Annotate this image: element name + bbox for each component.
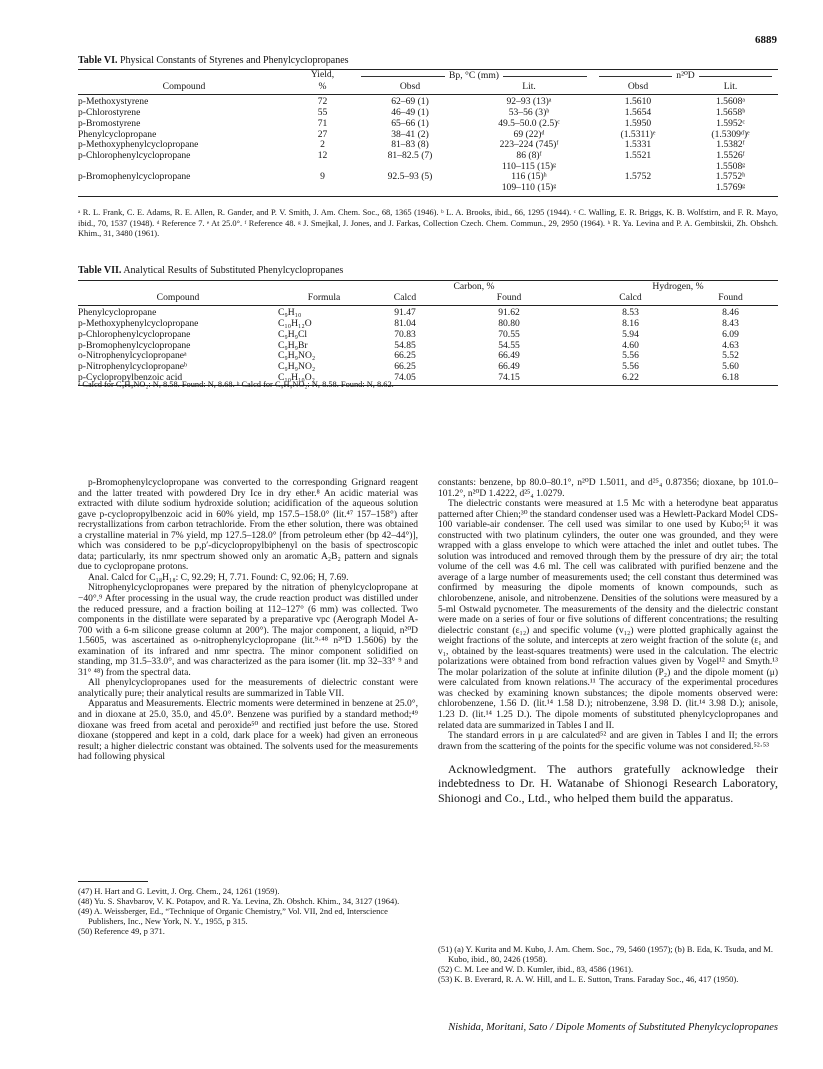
- table6-cell-compound: Phenylcyclopropane: [78, 128, 157, 140]
- table7-header-hydrogen: Hydrogen, %: [652, 281, 704, 292]
- table6-cell-bp-lit: 110–115 (15)ᵍ: [501, 160, 557, 172]
- footnote-divider: [78, 881, 148, 882]
- table6-cell-bp-obsd: 92.5–93 (5): [387, 171, 433, 183]
- table6-cell-nd-obsd: (1.5311)ᵉ: [620, 128, 656, 140]
- table7-header-c-calcd: Calcd: [393, 291, 417, 303]
- table-row: [78, 330, 778, 341]
- table6-cell-yield: [290, 183, 355, 196]
- table-row: [78, 362, 778, 373]
- table7-cell-c-found: 91.62: [498, 307, 520, 319]
- table7-header-carbon: Carbon, %: [453, 281, 495, 292]
- table6-cell-nd-lit: 1.5382ᶠ: [716, 139, 745, 151]
- table6-cell-bp-lit: 69 (22)ᵈ: [513, 128, 545, 140]
- table6-cell-nd-lit: 1.5608ᵃ: [715, 96, 745, 108]
- table6-cell-nd-obsd: 1.5752: [624, 171, 652, 183]
- table6-header-bp-obsd: Obsd: [399, 80, 421, 92]
- table6-header-nd-obsd: Obsd: [627, 80, 649, 92]
- paragraph: Nitrophenylcyclopropanes were prepared by the nitration of phenylcyclopropane at −40°.⁹ After processing in the usual way, the crude reaction product was distilled under the reduced pressure, and a fraction boiling at 112–127° (6 mm) was collected. Two components in the distillate were separated by a preparative vpc (Aerograph Model A-700 with a 6-m silicone grease column at 200°). The major component, a liquid, n²⁰D 1.5605, was ascertained as o-nitrophenylcyclopropane (lit.⁹·⁴⁸ n²⁰D 1.5606) by the examination of its infrared and nmr spectra. The minor component solidified on standing, mp 31.5–33.0°, and was characterized as the para isomer (lit. mp 32–33° ⁹ and 31° ⁴⁸) from the spectral data.: [78, 583, 418, 678]
- table6-cell-nd-obsd: 1.5331: [624, 139, 652, 151]
- table6-cell-yield: 71: [317, 117, 328, 129]
- table7-cell-h-calcd: 8.16: [622, 318, 639, 330]
- table7-cell-compound: o-Nitrophenylcyclopropaneᵃ: [78, 350, 187, 362]
- paragraph: All phenylcyclopropanes used for the measurements of dielectric constant were analytically pure; their analytical results are summarized in Table VII.: [78, 678, 418, 699]
- table7-cell-compound: p-Nitrophenylcyclopropaneᵇ: [78, 360, 187, 372]
- table7-cell-c-found: 70.55: [498, 328, 520, 340]
- table6-caption-text: Physical Constants of Styrenes and Phenylcyclopropanes: [119, 55, 349, 66]
- paragraph: Anal. Calcd for C₁₈H₁₈: C, 92.29; H, 7.71. Found: C, 92.06; H, 7.69.: [88, 572, 349, 583]
- paragraph: constants: benzene, bp 80.0–80.1°, n²⁰D 1.5011, and d²⁵₄ 0.87356; dioxane, bp 101.0–101.2°, n²⁰D 1.4222, d²⁵₄ 1.0279.: [438, 478, 778, 499]
- table6-cell-nd-obsd: 1.5654: [624, 107, 652, 119]
- table6-cell-nd-lit: 1.5752ʰ: [715, 171, 746, 183]
- table6-cell-compound: p-Bromostyrene: [78, 117, 141, 129]
- table-row: [78, 119, 778, 130]
- table7: [78, 280, 778, 386]
- table6-cell-bp-lit: 116 (15)ʰ: [511, 171, 547, 183]
- table7-cell-compound: p-Cyclopropylbenzoic acid: [78, 371, 183, 383]
- table6-cell-compound: p-Methoxyphenylcyclopropane: [78, 139, 199, 151]
- table6-cell-compound: [78, 183, 290, 196]
- table6-cell-nd-obsd: 1.5610: [624, 96, 652, 108]
- table-row: [78, 172, 778, 183]
- table7-caption-text: Analytical Results of Substituted Phenylcyclopropanes: [123, 265, 344, 276]
- reference-item: (51) (a) Y. Kurita and M. Kubo, J. Am. Chem. Soc., 79, 5460 (1957); (b) B. Eda, K. Tsuda, and M. Kubo, ibid., 80, 2426 (1958).: [438, 944, 773, 964]
- table7-cell-h-calcd: 4.60: [622, 339, 639, 351]
- table7-cell-c-calcd: 81.04: [394, 318, 416, 330]
- table6-cell-yield: 27: [317, 128, 328, 140]
- table7-cell-compound: p-Methoxyphenylcyclopropane: [78, 318, 199, 330]
- table7-cell-h-found: 6.18: [722, 371, 739, 383]
- table6-cell-bp-lit: 109–110 (15)ᵍ: [501, 182, 557, 194]
- table6-footnotes: ᵃ R. L. Frank, C. E. Adams, R. E. Allen, R. Gander, and P. V. Smith, J. Am. Chem. Soc., 68, 1365 (1946). ᵇ L. A. Brooks, ibid., 66, 1295 (1944). ᶜ C. Walling, E. R. Briggs, K. B. Wolfstirn, and F. R. Mayo, ibid., 70, 1537 (1948). ᵈ Reference 7. ᵉ At 25.0°. ᶠ Reference 48. ᵍ J. Smejkal, J. Jones, and J. Farkas, Collection Czech. Chem. Commun., 29, 2950 (1964). ʰ R. Ya. Levina and P. A. Gembitskii, Zh. Obshch. Khim., 31, 3480 (1961).: [78, 208, 778, 238]
- table7-cell-compound: p-Bromophenylcyclopropane: [78, 339, 191, 351]
- table7-cell-h-calcd: 5.56: [622, 360, 639, 372]
- reference-item: (49) A. Weissberger, Ed., “Technique of Organic Chemistry,” Vol. VII, 2nd ed, Interscience Publishers, Inc., New York, N. Y., 1955, p 315.: [78, 906, 388, 926]
- paragraph: Apparatus and Measurements. Electric moments were determined in benzene at 25.0°, and in dioxane at 25.0, 35.0, and 45.0°. Benzene was purified by a standard method;⁴⁹ dioxane was freed from acetal and peroxide⁵⁰ and rectified just before the use. Stored dioxane (stoppered and kept in a cold, dark place for a week) had given an erroneous result; a higher dielectric constant was obtained. The solvents used for the measurements had following physical: [78, 699, 418, 763]
- table7-header-h-found: Found: [718, 291, 743, 303]
- table6-cell-compound: p-Bromophenylcyclopropane: [78, 171, 191, 183]
- table6-cell-bp-obsd: 38–41 (2): [391, 128, 429, 140]
- table6-cell-compound: p-Methoxystyrene: [78, 96, 149, 108]
- table7-cell-c-found: 54.55: [498, 339, 520, 351]
- table7-cell-h-found: 8.43: [722, 318, 739, 330]
- table7-cell-h-found: 5.52: [722, 350, 739, 362]
- table7-cell-formula: C₉H₉Cl: [278, 328, 308, 340]
- table7-cell-c-calcd: 54.85: [394, 339, 416, 351]
- table6-cell-bp-lit: 53–56 (3)ᵇ: [508, 107, 550, 119]
- table7-header-compound: Compound: [156, 291, 200, 303]
- table6-header-nd: n²⁰D: [676, 70, 695, 81]
- paragraph: p-Bromophenylcyclopropane was converted to the corresponding Grignard reagent and the latter treated with powdered Dry Ice in dry ether.⁸ An acidic material was extracted with dilute sodium hydroxide solution; acidification of the aqueous solution gave p-cyclopropylbenzoic acid in 60% yield, mp 157.5–158.0° (lit.⁴⁷ 157–158°) after recrystallizations from carbon tetrachloride. From the ether solution, there was obtained a crystalline material in 7% yield, mp 127.5–128.0° [from petroleum ether (bp 42–44°)], which was considered to be p,p′-dicyclopropylbiphenyl on the basis of spectroscopic data; particularly, its nmr spectrum showed only an aromatic A₂B₂ pattern and signals due to cyclopropane protons.: [78, 478, 418, 573]
- table7-header-formula: Formula: [307, 291, 341, 303]
- table7-cell-compound: Phenylcyclopropane: [78, 307, 157, 319]
- table6-cell-nd-lit: 1.5769ᵍ: [715, 182, 746, 194]
- table6-cell-yield: 55: [317, 107, 328, 119]
- table7-cell-h-found: 6.09: [722, 328, 739, 340]
- paragraph: The dielectric constants were measured at 1.5 Mc with a heterodyne beat apparatus patterned after Chien;³⁰ the standard condenser used was a Hewlett-Packard Model CDS-100 variable-air condenser. The cell used was similar to one used by Kubo;⁵¹ it was constructed with two platinum cylinders, the outer one was grounded, and they were wrapped with a glass envelope to which were attached the inlet and outlet tubes. The solution was introduced and removed through them by the pressure of dry air; the total volume of the cell was 4.6 ml. The cell was calibrated with purified benzene and the average of a large number of measurements used; the cell constant thus determined was confirmed by measuring the dipole moments of known compounds, such as chlorobenzene, anisole, and nitrobenzene. Densities of the solutions were measured by a 5-ml Ostwald pycnometer. The measurements of the density and the dielectric constant were made on a series of four or five solutions of different concentrations; the resulting dielectric constant (ε₁₂) and specific volume (v₁₂) were plotted graphically against the weight fractions of the solute, and intercepts at zero weight fraction of the solute (ε₁ and v₁, obtained by the least-squares treatments) were used in the calculation. The electric polarizations were obtained from bond refraction values given by Vogel¹² and Smyth.¹³ The molar polarization of the solute at infinite dilution (P₂) and the dipole moment (μ) were calculated from known relations.¹¹ The accuracy of the experimental procedures was checked by examining known substances; the dipole moments observed were: chlorobenzene, 1.56 D. (lit.¹⁴ 1.58 D.); nitrobenzene, 3.98 D. (lit.¹⁴ 3.98 D.); anisole, 1.23 D. (lit.¹⁴ 1.25 D.). The dipole moments of substituted phenylcyclopropanes and related data are summarized in Tables I and II.: [438, 499, 778, 731]
- table7-cell-c-calcd: 66.25: [394, 350, 416, 362]
- table6-cell-bp-lit: 86 (8)ᶠ: [516, 149, 542, 161]
- table7-cell-h-found: 5.60: [722, 360, 739, 372]
- table7-header-c-found: Found: [496, 291, 522, 303]
- table6-cell-bp-lit: 92–93 (13)ᵃ: [506, 96, 552, 108]
- table6-cell-nd-obsd: [593, 183, 683, 196]
- table6-cell-nd-lit: 1.5508ᵍ: [715, 160, 746, 172]
- left-column-references: [78, 886, 418, 936]
- table6-cell-yield: 72: [317, 96, 328, 108]
- table6-cell-bp-lit: 223–224 (745)ᶠ: [499, 139, 559, 151]
- table6-cell-bp-obsd: [355, 183, 465, 196]
- table6-cell-yield: 9: [320, 171, 325, 183]
- right-column-text: [438, 478, 778, 805]
- table6-header-compound: Compound: [162, 80, 206, 92]
- reference-item: (52) C. M. Lee and W. D. Kumler, ibid., 83, 4586 (1961).: [438, 964, 634, 974]
- table6-cell-bp-lit: 49.5–50.0 (2.5)ᶜ: [498, 117, 560, 129]
- table6-caption-label: Table VI.: [78, 55, 118, 66]
- table7-cell-c-found: 74.15: [498, 371, 520, 383]
- table-row: [78, 151, 778, 162]
- table7-cell-formula: C₁₀H₁₀O₂: [278, 371, 315, 383]
- table7-cell-c-found: 80.80: [498, 318, 520, 330]
- table6-header-nd-lit: Lit.: [723, 80, 738, 92]
- table6-header-yield: Yield,: [310, 69, 335, 80]
- table7-cell-c-calcd: 70.83: [394, 328, 416, 340]
- table7-cell-formula: C₉H₉Br: [278, 339, 308, 351]
- table6-cell-nd-lit: 1.5658ᵇ: [715, 107, 746, 119]
- acknowledgment: Acknowledgment. The authors gratefully acknowledge their indebtedness to Dr. H. Watanabe of Shionogi Research Laboratory, Shionogi and Co., Ltd., who helped them build the apparatus.: [438, 762, 778, 805]
- table7-cell-h-found: 4.63: [722, 339, 739, 351]
- table6-cell-compound: p-Chlorophenylcyclopropane: [78, 149, 191, 161]
- table7-cell-c-found: 66.49: [498, 350, 520, 362]
- table7-cell-formula: C₁₀H₁₂O: [278, 318, 312, 330]
- table7-cell-h-calcd: 6.22: [622, 371, 639, 383]
- reference-item: (53) K. B. Everard, R. A. W. Hill, and L. E. Sutton, Trans. Faraday Soc., 46, 417 (1950).: [438, 974, 739, 984]
- table7-cell-h-found: 8.46: [722, 307, 739, 319]
- reference-item: (50) Reference 49, p 371.: [78, 926, 165, 936]
- table7-cell-formula: C₉H₁₀: [278, 307, 302, 319]
- reference-item: (47) H. Hart and G. Levitt, J. Org. Chem., 24, 1261 (1959).: [78, 886, 280, 896]
- table6-cell-yield: 2: [320, 139, 325, 151]
- paragraph: The standard errors in μ are calculated⁵² and are given in Tables I and II; the errors drawn from the scattering of the points for the specific volume was not considered.⁵²·⁵³: [438, 731, 778, 752]
- table6-cell-nd-lit: 1.5952ᶜ: [716, 117, 745, 129]
- table6-cell-nd-lit: 1.5526ᶠ: [716, 149, 745, 161]
- table7-cell-h-calcd: 5.56: [622, 350, 639, 362]
- table7-cell-compound: p-Chlorophenylcyclopropane: [78, 328, 191, 340]
- table7-header-h-calcd: Calcd: [619, 291, 642, 303]
- table7-cell-h-calcd: 5.94: [622, 328, 639, 340]
- table7-cell-c-calcd: 74.05: [394, 371, 416, 383]
- table6-cell-nd-obsd: 1.5521: [624, 149, 652, 161]
- table6-cell-bp-obsd: 46–49 (1): [391, 107, 429, 119]
- table7-caption-label: Table VII.: [78, 265, 122, 276]
- table-row: [78, 183, 778, 196]
- table6-cell-nd-obsd: 1.5950: [624, 117, 652, 129]
- table6-header-yield-unit: %: [318, 80, 327, 92]
- table6: [78, 69, 778, 197]
- table6-cell-bp-obsd: 81–82.5 (7): [387, 149, 433, 161]
- table6-header-bp: Bp, °C (mm): [449, 70, 499, 81]
- table6-header-bp-lit: Lit.: [522, 80, 536, 92]
- reference-item: (48) Yu. S. Shavbarov, V. K. Potapov, and R. Ya. Levina, Zh. Obshch. Khim., 34, 3127 (1964).: [78, 896, 400, 906]
- page-number: 6889: [755, 34, 777, 46]
- running-footer: Nishida, Moritani, Sato / Dipole Moments of Substituted Phenylcyclopropanes: [448, 1022, 778, 1033]
- table6-caption: [78, 55, 349, 67]
- table7-caption: [78, 265, 343, 277]
- table7-cell-c-calcd: 91.47: [394, 307, 416, 319]
- table7-cell-formula: C₉H₉NO₂: [278, 350, 316, 362]
- table6-cell-compound: p-Chlorostyrene: [78, 107, 141, 119]
- table6-cell-bp-obsd: 81–83 (8): [391, 139, 429, 151]
- table6-cell-bp-obsd: 62–69 (1): [391, 96, 429, 108]
- table6-cell-nd-lit: (1.5309ᵈ)ᵉ: [711, 128, 750, 140]
- left-column-text: [78, 478, 418, 763]
- table7-cell-h-calcd: 8.53: [622, 307, 639, 319]
- right-column-references: [438, 944, 778, 984]
- table6-cell-yield: 12: [317, 149, 328, 161]
- table6-cell-bp-obsd: 65–66 (1): [391, 117, 429, 129]
- table7-cell-c-found: 66.49: [498, 360, 520, 372]
- table7-cell-c-calcd: 66.25: [394, 360, 416, 372]
- table7-cell-formula: C₉H₉NO₂: [278, 360, 316, 372]
- table7-footnotes: ᵃ Calcd for C₉H₉NO₂: N, 8.58. Found: N, 8.68. ᵇ Calcd for C₉H₉NO₂: N, 8.58. Found: N, 8.62.: [78, 380, 394, 389]
